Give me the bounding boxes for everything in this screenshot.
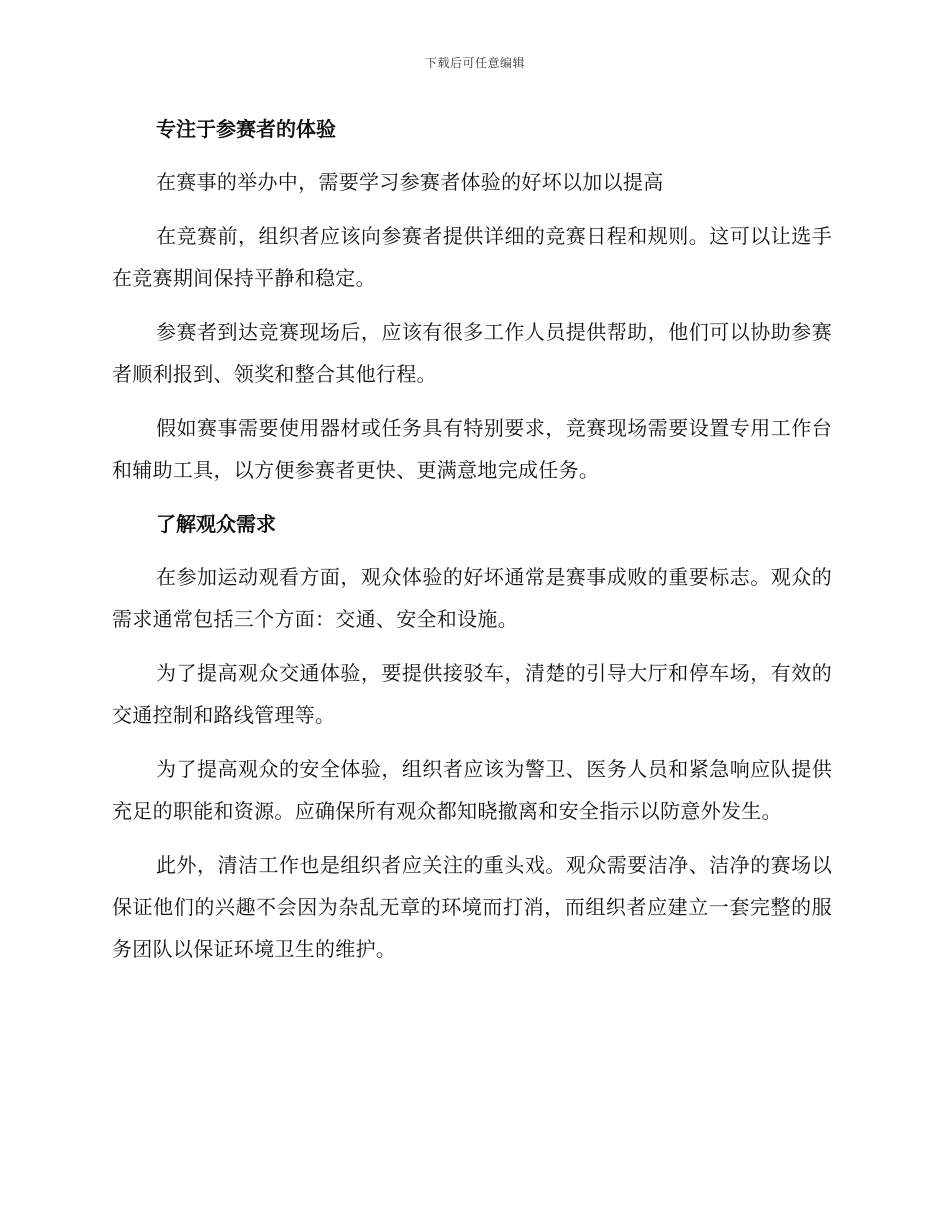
paragraph: 假如赛事需要使用器材或任务具有特别要求，竞赛现场需要设置专用工作台和辅助工具，以方便参赛者更快、更满意地完成任务。 (112, 416, 832, 482)
paragraph: 此外，清洁工作也是组织者应关注的重头戏。观众需要洁净、洁净的赛场以保证他们的兴趣不会因为杂乱无章的环境而打消，而组织者应建立一套完整的服务团队以保证环境卫生的维护。 (112, 853, 832, 961)
paragraph: 在赛事的举办中，需要学习参赛者体验的好坏以加以提高 (156, 170, 664, 194)
document-body (112, 108, 832, 982)
paragraph: 在竞赛前，组织者应该向参赛者提供详细的竞赛日程和规则。这可以让选手在竞赛期间保持平静和稳定。 (112, 224, 832, 290)
paragraph: 为了提高观众交通体验，要提供接驳车，清楚的引导大厅和停车场，有效的交通控制和路线管理等。 (112, 661, 832, 727)
section-heading-participant-experience: 专注于参赛者的体验 (156, 117, 336, 141)
page-header: 下载后可任意编辑 (424, 56, 525, 70)
section-heading-audience-needs: 了解观众需求 (156, 512, 276, 536)
paragraph: 为了提高观众的安全体验，组织者应该为警卫、医务人员和紧急响应队提供充足的职能和资源。应确保所有观众都知晓撤离和安全指示以防意外发生。 (112, 757, 832, 823)
paragraph: 参赛者到达竞赛现场后，应该有很多工作人员提供帮助，他们可以协助参赛者顺利报到、领奖和整合其他行程。 (112, 320, 832, 386)
paragraph: 在参加运动观看方面，观众体验的好坏通常是赛事成败的重要标志。观众的需求通常包括三个方面：交通、安全和设施。 (112, 565, 832, 631)
